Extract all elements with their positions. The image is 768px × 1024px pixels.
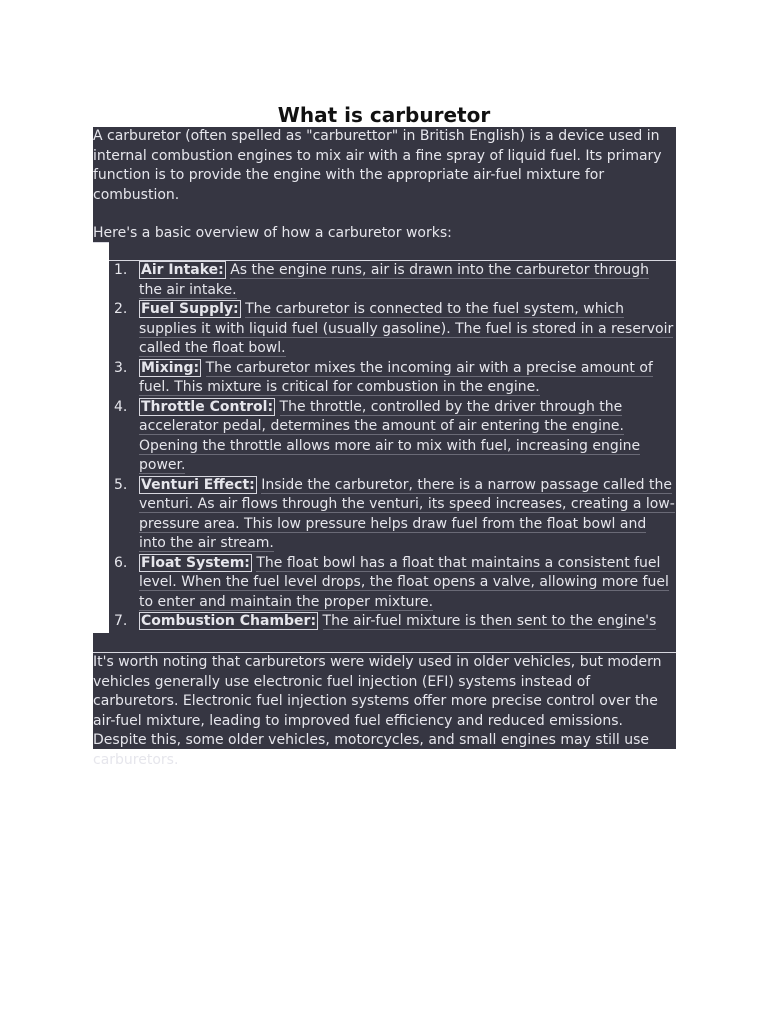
step-term: Throttle Control: bbox=[141, 398, 274, 415]
divider bbox=[93, 633, 676, 653]
step-term: Air Intake: bbox=[141, 262, 224, 278]
steps-list bbox=[109, 261, 675, 651]
step-term: Venturi Effect: bbox=[141, 476, 255, 493]
step-description: The air-fuel mixture is then sent to the engine's bbox=[139, 613, 656, 650]
list-item bbox=[114, 359, 675, 398]
list-number: 7. bbox=[114, 613, 128, 629]
page-title: What is carburetor bbox=[277, 103, 491, 128]
intro-paragraph: A carburetor (often spelled as "carburettor" in British English) is a device used in internal combustion engines to mix air with a fine spray of liquid fuel. Its primary function is to provide the engine with the appropriate air-fuel mixture for combustion. bbox=[93, 128, 662, 203]
intro-section bbox=[93, 127, 676, 243]
step-term: Combustion Chamber: bbox=[141, 613, 317, 629]
step-description: The carburetor mixes the incoming air with a precise amount of fuel. This mixture is critical for combustion in the engine. bbox=[139, 359, 653, 395]
list-number: 3. bbox=[114, 359, 128, 376]
list-number: 2. bbox=[114, 301, 128, 317]
step-term: Mixing: bbox=[141, 359, 200, 376]
step-description: The float bowl has a float that maintains a consistent fuel level. When the fuel level drops, the float opens a valve, allowing more fuel to enter and maintain the proper mixture. bbox=[139, 554, 669, 610]
step-description: The carburetor is connected to the fuel system, which supplies it with liquid fuel (usually gasoline). The fuel is stored in a reservoir called the float bowl. bbox=[139, 301, 674, 356]
list-number: 1. bbox=[114, 262, 128, 278]
steps-section bbox=[109, 242, 676, 634]
step-term: Float System: bbox=[141, 554, 250, 571]
step-term: Fuel Supply: bbox=[141, 301, 239, 317]
step-description: As the engine runs, air is drawn into the carburetor through the air intake. bbox=[139, 262, 649, 298]
list-item bbox=[114, 554, 675, 613]
conclusion-section bbox=[93, 653, 676, 768]
list-item bbox=[114, 300, 675, 359]
list-number: 5. bbox=[114, 476, 128, 493]
list-number: 6. bbox=[114, 554, 128, 571]
list-item bbox=[114, 261, 675, 300]
list-item bbox=[114, 476, 675, 554]
list-number: 4. bbox=[114, 398, 128, 415]
step-description: Inside the carburetor, there is a narrow passage called the venturi. As air flows through the venturi, its speed increases, creating a low-pressure area. This low pressure helps draw fuel from the float bowl and into the air stream. bbox=[139, 476, 675, 551]
conclusion-paragraph: It's worth noting that carburetors were widely used in older vehicles, but modern vehicles generally use electronic fuel injection (EFI) systems instead of carburetors. Electronic fuel injection systems offer more precise control over the air-fuel mixture, leading to improved fuel efficiency and reduced emissions. Despite this, some older vehicles, motorcycles, and small engines may still use carburetors. bbox=[93, 654, 662, 768]
list-item bbox=[114, 398, 675, 476]
overview-lead-in: Here's a basic overview of how a carburetor works: bbox=[93, 225, 452, 241]
step-description: The throttle, controlled by the driver through the accelerator pedal, determines the amount of air entering the engine. Opening the throttle allows more air to mix with fuel, increasing engine power. bbox=[139, 398, 641, 473]
